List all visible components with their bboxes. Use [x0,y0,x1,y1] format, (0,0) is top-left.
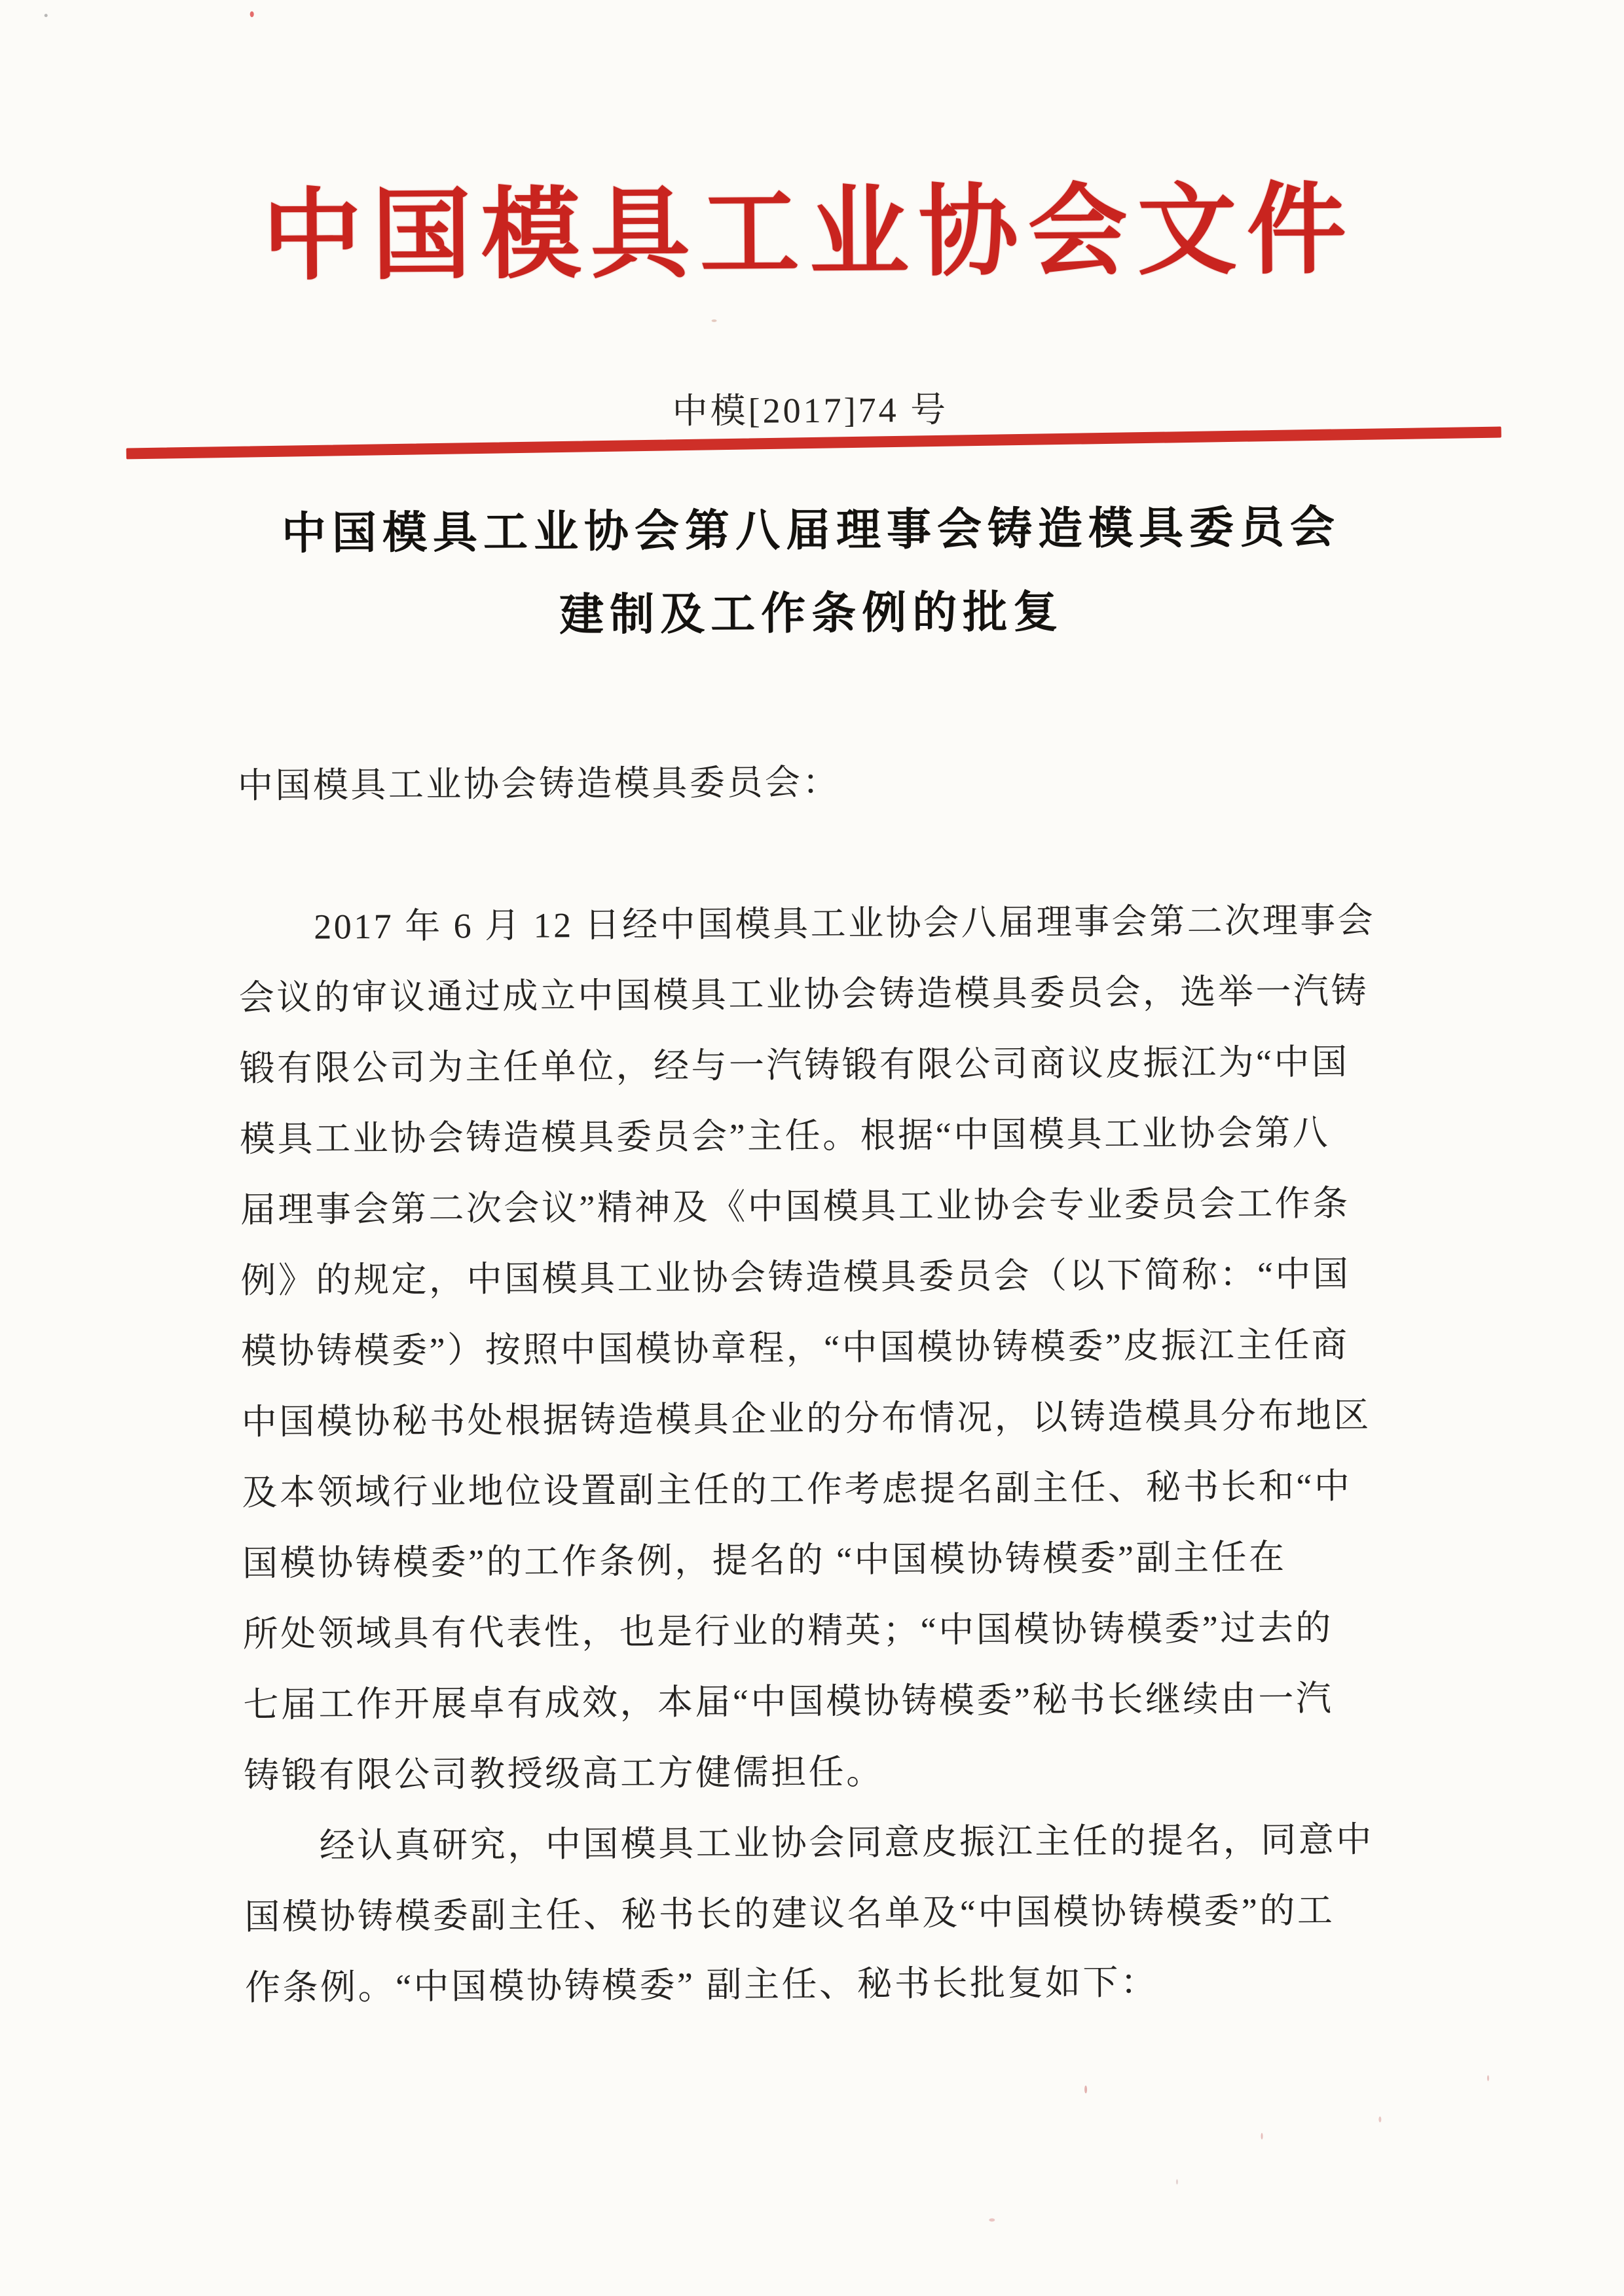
scan-speck [1176,2179,1178,2185]
body-text-line: 锻有限公司为主任单位，经与一汽铸锻有限公司商议皮振江为“中国 [239,1042,1350,1089]
scan-speck [1084,2085,1087,2093]
document-body [238,743,1411,2023]
body-text-line: 例》的规定，中国模具工业协会铸造模具委员会（以下简称：“中国 [240,1254,1351,1301]
scan-speck [1378,2117,1381,2123]
body-text-line: 模具工业协会铸造模具委员会”主任。根据“中国模具工业协会第八 [240,1113,1331,1159]
body-text-line: 所处领域具有代表性，也是行业的精英；“中国模协铸模委”过去的 [242,1608,1333,1654]
body-text-line: 会议的审议通过成立中国模具工业协会铸造模具委员会，选举一汽铸 [238,971,1369,1018]
body-text-line: 2017 年 6 月 12 日经中国模具工业协会八届理事会第二次理事会 [238,900,1376,947]
scan-speck [989,2218,995,2221]
body-text-line: 作条例。“中国模协铸模委” 副主任、秘书长批复如下： [244,1962,1158,2008]
body-text-line: 届理事会第二次会议”精神及《中国模具工业协会专业委员会工作条 [240,1183,1350,1230]
body-text-line: 模协铸模委”）按照中国模协章程，“中国模协铸模委”皮振江主任商 [240,1325,1350,1372]
document-title-line-1: 中国模具工业协会第八届理事会铸造模具委员会 [281,502,1341,558]
body-text-line: 国模协铸模委副主任、秘书长的建议名单及“中国模协铸模委”的工 [244,1891,1335,1937]
body-text-line: 经认真研究，中国模具工业协会同意皮振江主任的提名，同意中 [244,1819,1374,1867]
scan-speck [45,14,48,17]
document-number: 中模[2017]74 号 [672,390,949,431]
scan-speck [250,11,254,17]
paragraph-1 [238,884,1410,1811]
body-text-line: 七届工作开展卓有成效，本届“中国模协铸模委”秘书长继续由一汽 [243,1679,1334,1725]
scan-speck [1487,2075,1489,2081]
document-title-line-2: 建制及工作条例的批复 [559,587,1064,640]
scan-speck [1261,2133,1263,2140]
body-text-line: 中国模协秘书处根据铸造模具企业的分布情况，以铸造模具分布地区 [241,1395,1371,1442]
letterhead-title: 中国模具工业协会文件 [262,175,1357,293]
salutation: 中国模具工业协会铸造模具委员会： [237,762,841,806]
body-text-line: 及本领域行业地位设置副主任的工作考虑提名副主任、秘书长和“中 [242,1466,1352,1513]
paragraph-2 [244,1804,1411,2023]
body-text-line: 国模协铸模委”的工作条例，提名的 “中国模协铸模委”副主任在 [242,1537,1287,1584]
scan-speck [712,319,717,322]
body-text-line: 铸锻有限公司教授级高工方健儒担任。 [243,1752,884,1796]
